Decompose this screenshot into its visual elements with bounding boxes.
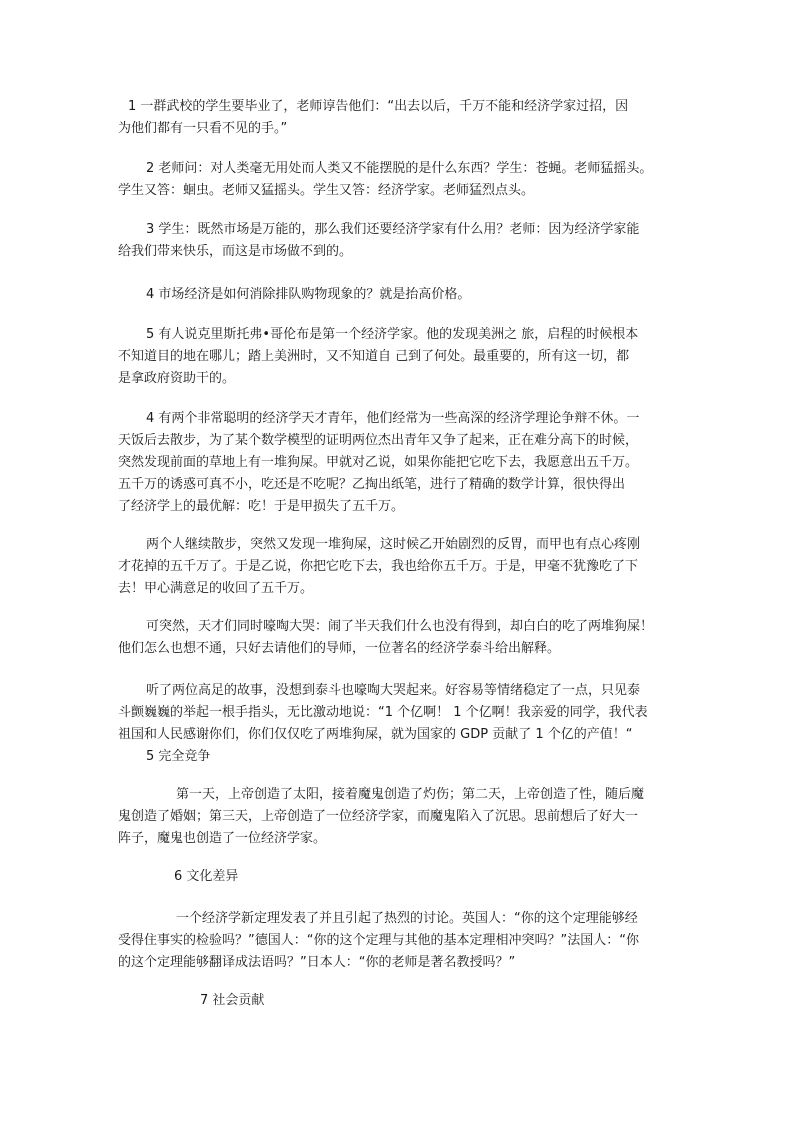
text-line: 受得住事实的检验吗？”德国人：“你的这个定理与其他的基本定理相冲突吗？”法国人：“你 [118,933,639,948]
text-line: 一个经济学新定理发表了并且引起了热烈的讨论。英国人：“你的这个定理能够经 [176,911,638,926]
paragraph-10 [118,784,678,850]
text-line: 可突然，天才们同时嚎啕大哭：闹了半天我们什么也没有得到，却白白的吃了两堆狗屎！ [146,619,654,634]
paragraph-5 [118,324,678,390]
text-line: 的这个定理能够翻译成法语吗？”日本人：“你的老师是著名教授吗？” [118,955,516,970]
paragraph-4 [118,284,678,306]
text-line: 天饭后去散步，为了某个数学模型的证明两位杰出青年又争了起来，正在难分高下的时候， [118,433,639,448]
text-line: 阵子，魔鬼也创造了一位经济学家。 [118,831,327,846]
paragraph-2 [118,158,678,202]
text-line: 给我们带来快乐，而这是市场做不到的。 [118,244,353,259]
text-line: 为他们都有一只看不见的手。” [118,121,288,136]
paragraph-8 [118,616,678,660]
paragraph-11 [118,908,678,974]
section-heading-culture [118,866,678,888]
paragraph-3 [118,219,678,263]
section-heading-social [118,990,678,1012]
text-line: 不知道目的地在哪儿；踏上美洲时，又不知道自 己到了何处。最重要的，所有这一切，都 [118,349,630,364]
text-line: 祖国和人民感谢你们，你们仅仅吃了两堆狗屎，就为国家的 GDP 贡献了 1 个亿的产值！“ [118,727,633,742]
text-line: 5 有人说克里斯托弗•哥伦布是第一个经济学家。他的发现美洲之 旅，启程的时候根本 [146,327,639,342]
section-heading: 5 完全竞争 [146,749,211,764]
paragraph-9 [118,680,678,768]
paragraph-1 [118,96,678,140]
text-line: 3 学生：既然市场是万能的，那么我们还要经济学家有什么用？老师：因为经济学家能 [146,222,640,237]
text-line: 第一天，上帝创造了太阳，接着魔鬼创造了灼伤；第二天，上帝创造了性，随后魔 [176,787,645,802]
text-line: 了经济学上的最优解：吃！于是甲损失了五千万。 [118,499,405,514]
text-line: 4 有两个非常聪明的经济学天才青年，他们经常为一些高深的经济学理论争辩不休。一 [146,411,640,426]
section-heading: 6 文化差异 [174,869,239,884]
text-line: 4 市场经济是如何消除排队购物现象的？就是抬高价格。 [146,287,471,302]
text-line: 学生又答：蛔虫。老师又猛摇头。学生又答：经济学家。老师猛烈点头。 [118,183,535,198]
text-line: 才花掉的五千万了。于是乙说，你把它吃下去，我也给你五千万。于是，甲毫不犹豫吃了下 [118,559,639,574]
text-line: 听了两位高足的故事，没想到泰斗也嚎啕大哭起来。好容易等情绪稳定了一点，只见泰 [146,683,641,698]
text-line: 去！甲心满意足的收回了五千万。 [118,581,314,596]
paragraph-6 [118,408,678,518]
text-line: 他们怎么也想不通，只好去请他们的导师，一位著名的经济学泰斗给出解释。 [118,641,561,656]
paragraph-7 [118,534,678,600]
text-line: 两个人继续散步，突然又发现一堆狗屎，这时候乙开始剧烈的反胃，而甲也有点心疼刚 [146,537,641,552]
text-line: 是拿政府资助干的。 [118,371,236,386]
section-heading: 7 社会贡献 [200,993,265,1008]
text-line: 2 老师问：对人类毫无用处而人类又不能摆脱的是什么东西？学生：苍蝇。老师猛摇头。 [146,161,653,176]
text-line: 五千万的诱惑可真不小，吃还是不吃呢？乙掏出纸笔，进行了精确的数学计算，很快得出 [118,477,626,492]
text-line: 突然发现前面的草地上有一堆狗屎。甲就对乙说，如果你能把它吃下去，我愿意出五千万。 [118,455,639,470]
text-line: 斗颤巍巍的举起一根手指头，无比激动地说：“1 个亿啊！ 1 个亿啊！我亲爱的同学，我代表 [118,705,648,720]
text-line: 鬼创造了婚姻；第三天，上帝创造了一位经济学家，而魔鬼陷入了沉思。思前想后了好大一 [118,809,639,824]
text-line: 1 一群武校的学生要毕业了，老师谆告他们：“出去以后，千万不能和经济学家过招，因 [128,99,629,114]
